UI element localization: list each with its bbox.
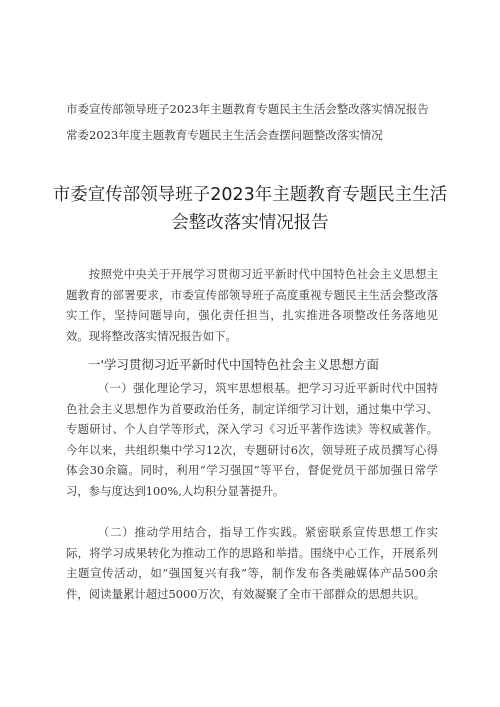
toc-entry[interactable]: 市委宣传部领导班子2023年主题教育专题民主生活会整改落实情况报告 [66,102,429,116]
table-of-contents [66,96,466,148]
section-heading: 一'学习贯彻习近平新时代中国特色社会主义思想方面 [88,357,379,372]
body-paragraph: （一）强化理论学习，筑牢思想根基。把学习习近平新时代中国特色社会主义思想作为首要政治任务，制定详细学习计划，通过集中学习、专题研讨、个人自学等形式，深入学习《习近平著作选读》等权威著作。今年以来，共组织集中学习12次，专题研讨6次，领导班子成员撰写心得体会30余篇。同时，利用“学习强国”等平台，督促党员干部加强日常学习，参与度达到100%,人均积分显著提升。 [66,381,438,498]
body-paragraph: （二）推动学用结合，指导工作实践。紧密联系宣传思想工作实际，将学习成果转化为推动工作的思路和举措。围绕中心工作，开展系列主题宣传活动，如“强国复兴有我”等，制作发布各类融媒体产品500余件，阅读量累计超过5000万次，有效凝聚了全市干部群众的思想共识。 [66,525,438,601]
toc-entry[interactable]: 常委2023年度主题教育专题民主生活会查摆问题整改落实情况 [66,128,383,142]
intro-paragraph: 按照党中央关于开展学习贯彻习近平新时代中国特色社会主义思想主题教育的部署要求，市委宣传部领导班子高度重视专题民主生活会整改落实工作，坚持问题导向，强化责任担当，扎实推进各项整改任务落地见效。现将整改落实情况报告如下。 [66,267,438,343]
document-title: 市委宣传部领导班子2023年主题教育专题民主生活会整改落实情况报告 [52,185,448,233]
